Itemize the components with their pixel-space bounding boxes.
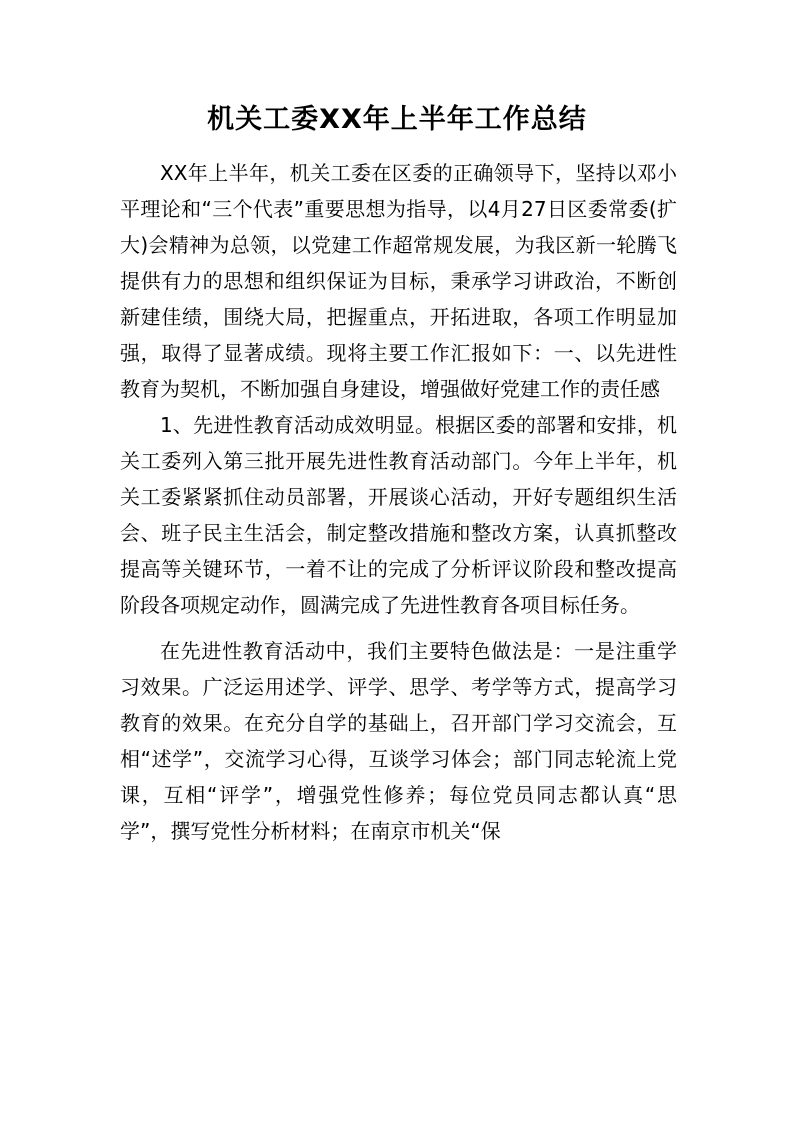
paragraph-practices: 在先进性教育活动中，我们主要特色做法是：一是注重学习效果。广泛运用述学、评学、思学、考学等方式，提高学习教育的效果。在充分自学的基础上，召开部门学习交流会，互相“述学”，交流学习心得，互谈学习体会；部门同志轮流上党课，互相“评学”，增强党性修养；每位党员同志都认真“思学”，撰写党性分析材料；在南京市机关“保 bbox=[120, 639, 677, 843]
document-body bbox=[120, 155, 677, 849]
paragraph-section-1: 1、先进性教育活动成效明显。根据区委的部署和安排，机关工委列入第三批开展先进性教育活动部门。今年上半年，机关工委紧紧抓住动员部署，开展谈心活动，开好专题组织生活会、班子民主生活会，制定整改措施和整改方案，认真抓整改提高等关键环节，一着不让的完成了分析评议阶段和整改提高阶段各项规定动作，圆满完成了先进性教育各项目标任务。 bbox=[120, 413, 677, 617]
page-title: 机关工委XX年上半年工作总结 bbox=[207, 104, 587, 135]
paragraph-intro: XX年上半年，机关工委在区委的正确领导下，坚持以邓小平理论和“三个代表”重要思想为指导，以4月27日区委常委(扩大)会精神为总领，以党建工作超常规发展，为我区新一轮腾飞提供有力的思想和组织保证为目标，秉承学习讲政治，不断创新建佳绩，围绕大局，把握重点，开拓进取，各项工作明显加强，取得了显著成绩。现将主要工作汇报如下：一、以先进性教育为契机，不断加强自身建设，增强做好党建工作的责任感 bbox=[120, 161, 677, 401]
